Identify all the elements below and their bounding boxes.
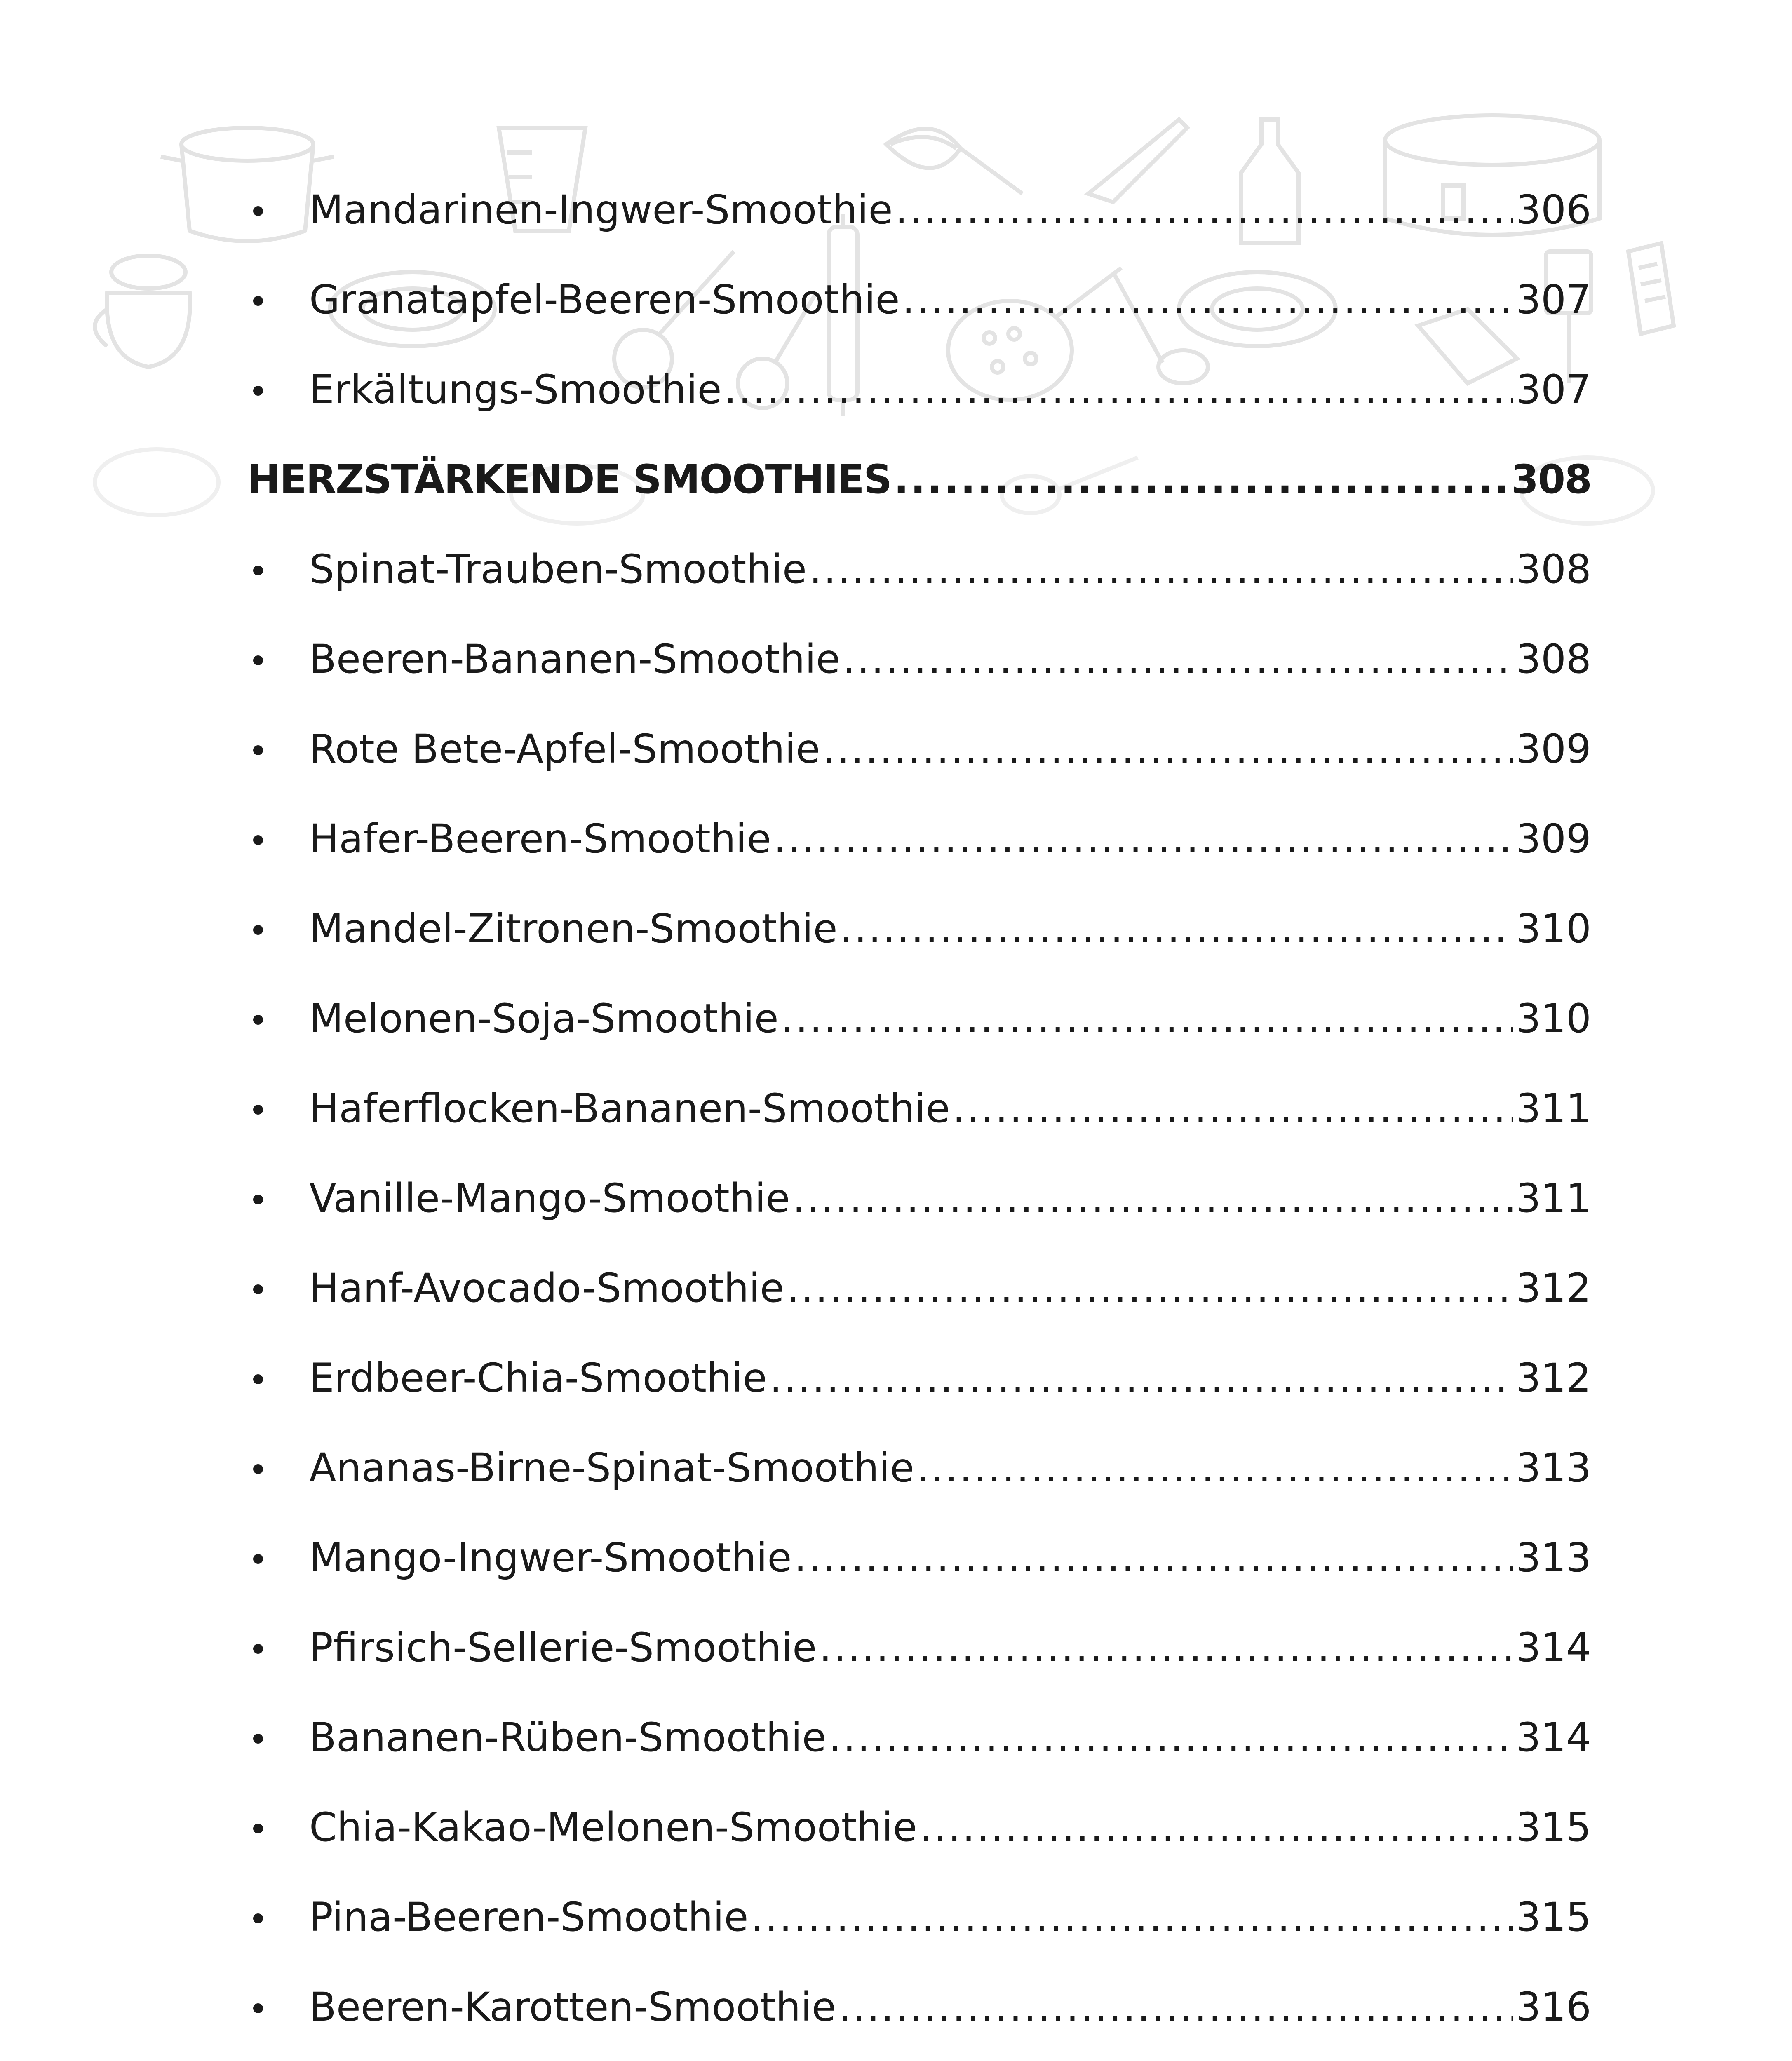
bullet-icon <box>247 1962 309 2052</box>
toc-page-number: 312 <box>1515 1355 1591 1401</box>
bullet-icon <box>247 614 309 704</box>
bullet-icon <box>247 1692 309 1782</box>
dot-leader <box>895 165 1513 255</box>
bullet-icon <box>247 524 309 614</box>
toc-entry-label: Mandarinen-Ingwer-Smoothie <box>309 187 893 233</box>
toc-page-number: 306 <box>1515 187 1591 233</box>
bullet-icon <box>247 345 309 434</box>
bullet-icon <box>247 1333 309 1423</box>
toc-entry[interactable] <box>247 165 1591 255</box>
toc-entry[interactable] <box>247 1782 1591 1872</box>
toc-entry[interactable] <box>247 794 1591 884</box>
toc-entry[interactable] <box>247 524 1591 614</box>
bullet-icon <box>247 974 309 1063</box>
toc-section-heading[interactable] <box>247 434 1591 524</box>
dot-leader <box>792 1153 1513 1243</box>
toc-entry[interactable] <box>247 1423 1591 1513</box>
dot-leader <box>822 704 1513 794</box>
toc-entry-label: Beeren-Bananen-Smoothie <box>309 636 841 682</box>
bullet-icon <box>247 255 309 345</box>
toc-entry[interactable] <box>247 2052 1591 2061</box>
bullet-icon <box>247 704 309 794</box>
bullet-icon <box>247 794 309 884</box>
toc-entry-label: Pfirsich-Sellerie-Smoothie <box>309 1624 817 1671</box>
toc-entry[interactable] <box>247 1333 1591 1423</box>
toc-page-number: 313 <box>1515 1445 1591 1491</box>
toc-page-number: 315 <box>1515 1894 1591 1940</box>
toc-entry-label: Haferflocken-Bananen-Smoothie <box>309 1085 950 1131</box>
bullet-icon <box>247 1243 309 1333</box>
toc-entry[interactable] <box>247 884 1591 974</box>
toc-page-number: 308 <box>1515 636 1591 682</box>
bullet-icon <box>247 1063 309 1153</box>
toc-page-number <box>1516 2052 1591 2061</box>
dot-leader <box>809 524 1513 614</box>
grater-icon <box>1628 243 1674 334</box>
bullet-icon <box>247 2052 309 2061</box>
toc-page-number: 313 <box>1515 1535 1591 1581</box>
toc-heading-label: HERZSTÄRKENDE SMOOTHIES <box>247 456 891 502</box>
toc-page-number: 309 <box>1515 816 1591 862</box>
toc-page-number: 312 <box>1515 1265 1591 1311</box>
dot-leader <box>787 1243 1513 1333</box>
bullet-icon <box>247 1782 309 1872</box>
dot-leader <box>773 794 1513 884</box>
bullet-icon <box>247 1513 309 1603</box>
toc-entry-label: Spinat-Trauben-Smoothie <box>309 546 807 592</box>
toc-entry[interactable] <box>247 1243 1591 1333</box>
toc-page-number: 309 <box>1515 726 1591 772</box>
toc-entry-label: Chia-Kakao-Melonen-Smoothie <box>309 1804 917 1850</box>
table-of-contents <box>247 165 1591 2061</box>
toc-entry-label: Erdbeer-Chia-Smoothie <box>309 1355 767 1401</box>
dot-leader <box>902 255 1513 345</box>
toc-page-number: 311 <box>1515 1085 1591 1131</box>
toc-entry[interactable] <box>247 1603 1591 1692</box>
bullet-icon <box>247 1153 309 1243</box>
toc-page-number: 307 <box>1515 366 1591 413</box>
dot-leader <box>917 1423 1513 1513</box>
bullet-icon <box>247 1603 309 1692</box>
dot-leader <box>838 1962 1513 2052</box>
toc-page-number: 316 <box>1515 1984 1591 2030</box>
toc-entry-label: Mandel-Zitronen-Smoothie <box>309 906 838 952</box>
dot-leader <box>920 1782 1513 1872</box>
toc-entry-label: Vanille-Mango-Smoothie <box>309 1175 790 1221</box>
dot-leader <box>829 1692 1513 1782</box>
sugar-bowl-icon <box>95 256 190 367</box>
toc-entry-label: Rote Bete-Apfel-Smoothie <box>309 726 820 772</box>
toc-entry[interactable] <box>247 1692 1591 1782</box>
toc-entry-label: Pina-Beeren-Smoothie <box>309 1894 749 1940</box>
toc-entry-label: Beeren-Karotten-Smoothie <box>309 1984 836 2030</box>
toc-entry[interactable] <box>247 974 1591 1063</box>
toc-page-number: 314 <box>1515 1624 1591 1671</box>
toc-entry[interactable] <box>247 1962 1591 2052</box>
dot-leader <box>840 884 1513 974</box>
toc-page-number: 308 <box>1511 456 1591 502</box>
toc-entry-label: Erkältungs-Smoothie <box>309 366 722 413</box>
dot-leader <box>781 974 1513 1063</box>
dot-leader <box>819 1603 1513 1692</box>
toc-page-number: 308 <box>1515 546 1591 592</box>
toc-entry[interactable] <box>247 1513 1591 1603</box>
bullet-icon <box>247 165 309 255</box>
toc-page-number: 310 <box>1515 995 1591 1042</box>
dot-leader <box>834 2052 1513 2061</box>
toc-entry[interactable] <box>247 1872 1591 1962</box>
toc-entry-label: Mango-Ingwer-Smoothie <box>309 1535 792 1581</box>
toc-entry[interactable] <box>247 704 1591 794</box>
dot-leader <box>953 1063 1513 1153</box>
toc-entry-label: Hanf-Avocado-Smoothie <box>309 1265 784 1311</box>
bullet-icon <box>247 884 309 974</box>
bullet-icon <box>247 1872 309 1962</box>
toc-entry-label: Granatapfel-Beeren-Smoothie <box>309 277 900 323</box>
toc-entry-label: Hafer-Beeren-Smoothie <box>309 816 771 862</box>
dot-leader <box>794 1513 1513 1603</box>
toc-page-number: 315 <box>1515 1804 1591 1850</box>
toc-page-number: 314 <box>1515 1714 1591 1761</box>
bullet-icon <box>247 1423 309 1513</box>
toc-page-number: 311 <box>1515 1175 1591 1221</box>
toc-entry-label: Ananas-Birne-Spinat-Smoothie <box>309 1445 914 1491</box>
toc-entry[interactable] <box>247 1153 1591 1243</box>
toc-entry[interactable] <box>247 255 1591 345</box>
toc-entry-label: Melonen-Soja-Smoothie <box>309 995 779 1042</box>
toc-entry[interactable] <box>247 345 1591 434</box>
dot-leader <box>724 345 1513 434</box>
toc-page-number: 307 <box>1515 277 1591 323</box>
toc-entry[interactable] <box>247 614 1591 704</box>
dot-leader <box>843 614 1513 704</box>
toc-page-number: 310 <box>1515 906 1591 952</box>
toc-entry[interactable] <box>247 1063 1591 1153</box>
dot-leader <box>770 1333 1513 1423</box>
dot-leader <box>894 434 1509 524</box>
toc-entry-label <box>309 2052 832 2061</box>
toc-entry-label: Bananen-Rüben-Smoothie <box>309 1714 827 1761</box>
dot-leader <box>751 1872 1513 1962</box>
